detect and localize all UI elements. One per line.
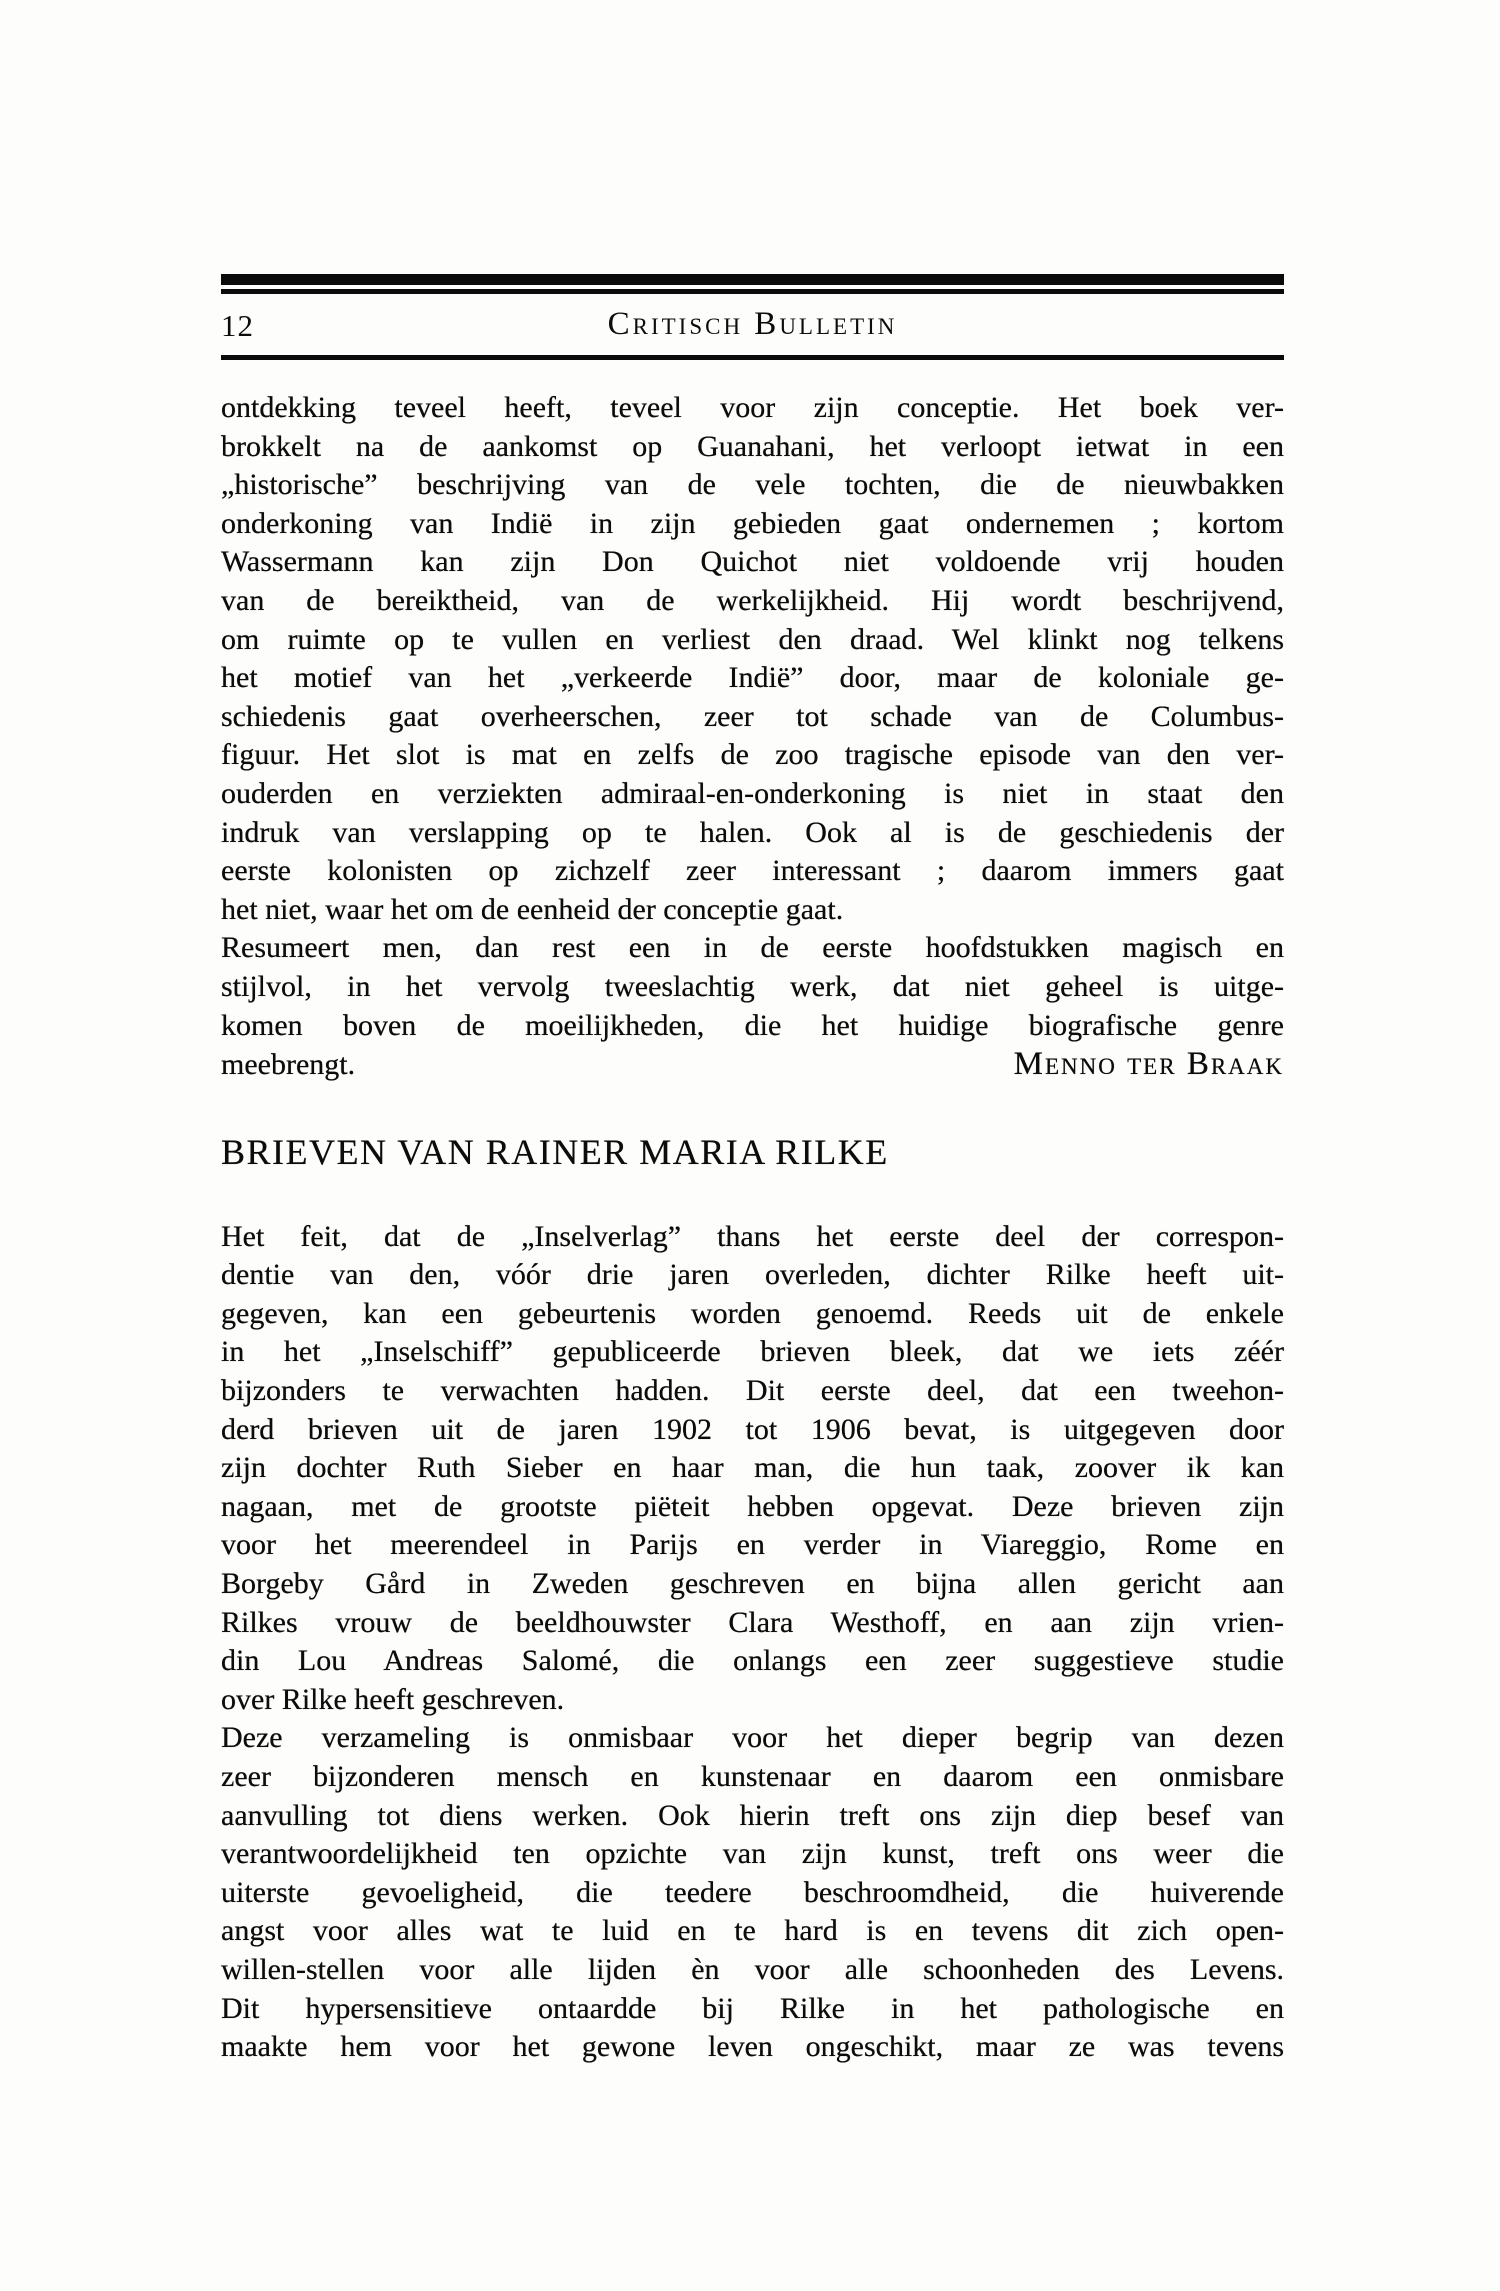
text-line: Resumeert men, dan rest een in de eerste hoofdstukken magisch en	[221, 931, 1284, 965]
text-line: Borgeby Gård in Zweden geschreven en bijna allen gericht aan	[221, 1567, 1284, 1601]
text-line: nagaan, met de grootste piëteit hebben opgevat. Deze brieven zijn	[221, 1489, 1284, 1523]
running-head	[221, 306, 1284, 348]
text-line: figuur. Het slot is mat en zelfs de zoo tragische episode van den ver-	[221, 738, 1284, 772]
text-line: zeer bijzonderen mensch en kunstenaar en daarom een onmisbare	[221, 1760, 1284, 1793]
text-line: zijn dochter Ruth Sieber en haar man, die hun taak, zoover ik kan	[221, 1451, 1284, 1485]
closing-text: meebrengt.	[221, 1048, 356, 1082]
text-line: Het feit, dat de „Inselverlag” thans het eerste deel der correspon-	[221, 1219, 1284, 1253]
text-column	[221, 0, 1284, 2067]
text-line: angst voor alles wat te luid en te hard is en tevens dit zich open-	[221, 1914, 1284, 1948]
text-line: din Lou Andreas Salomé, die onlangs een zeer suggestieve studie	[221, 1644, 1284, 1678]
review-wassermann-text	[221, 389, 1284, 1085]
text-line: schiedenis gaat overheerschen, zeer tot schade van de Columbus-	[221, 699, 1284, 733]
text-line: ontdekking teveel heeft, teveel voor zijn conceptie. Het boek ver-	[221, 391, 1284, 424]
text-line: gegeven, kan een gebeurtenis worden genoemd. Reeds uit de enkele	[221, 1296, 1284, 1330]
page-number: 12	[221, 308, 254, 343]
text-line: Dit hypersensitieve ontaardde bij Rilke in het pathologische en	[221, 1991, 1284, 2025]
text-line: Wassermann kan zijn Don Quichot niet voldoende vrij houden	[221, 545, 1284, 579]
text-line: komen boven de moeilijkheden, die het huidige biografische genre	[221, 1008, 1284, 1042]
text-line: verantwoordelijkheid ten opzichte van zijn kunst, treft ons weer die	[221, 1837, 1284, 1871]
text-line: indruk van verslapping op te halen. Ook al is de geschiedenis der	[221, 815, 1284, 849]
text-line: om ruimte op te vullen en verliest den draad. Wel klinkt nog telkens	[221, 622, 1284, 656]
text-line: bijzonders te verwachten hadden. Dit eerste deel, dat een tweehon-	[221, 1374, 1284, 1408]
review-closing-row	[221, 1045, 1284, 1085]
text-line: het motief van het „verkeerde Indië” door, maar de koloniale ge-	[221, 661, 1284, 695]
review-rilke-text	[221, 1218, 1284, 2067]
text-line: dentie van den, vóór drie jaren overleden, dichter Rilke heeft uit-	[221, 1258, 1284, 1292]
text-line: Rilkes vrouw de beeldhouwster Clara Westhoff, en aan zijn vrien-	[221, 1605, 1284, 1639]
text-line: in het „Inselschiff” gepubliceerde brieven bleek, dat we iets zéér	[221, 1335, 1284, 1369]
text-line: brokkelt na de aankomst op Guanahani, het verloopt ietwat in een	[221, 429, 1284, 463]
text-line: voor het meerendeel in Parijs en verder in Viareggio, Rome en	[221, 1528, 1284, 1562]
author-signature: Menno ter Braak	[1013, 1046, 1284, 1083]
section-heading: BRIEVEN VAN RAINER MARIA RILKE	[221, 1131, 889, 1172]
text-line: Deze verzameling is onmisbaar voor het dieper begrip van dezen	[221, 1721, 1284, 1755]
text-line: aanvulling tot diens werken. Ook hierin treft ons zijn diep besef van	[221, 1798, 1284, 1832]
text-line: „historische” beschrijving van de vele tochten, die de nieuwbakken	[221, 468, 1284, 502]
text-line: maakte hem voor het gewone leven ongeschikt, maar ze was tevens	[221, 2030, 1284, 2064]
text-line: onderkoning van Indië in zijn gebieden gaat ondernemen ; kortom	[221, 506, 1284, 540]
text-line: uiterste gevoeligheid, die teedere beschroomdheid, die huiverende	[221, 1875, 1284, 1909]
journal-title: Critisch Bulletin	[607, 306, 898, 342]
text-line: het niet, waar het om de eenheid der conceptie gaat.	[221, 892, 844, 926]
text-line: eerste kolonisten op zichzelf zeer interessant ; daarom immers gaat	[221, 854, 1284, 888]
text-line: over Rilke heeft geschreven.	[221, 1682, 565, 1716]
text-line: stijlvol, in het vervolg tweeslachtig werk, dat niet geheel is uitge-	[221, 969, 1284, 1003]
top-double-rule	[221, 274, 1284, 294]
text-line: derd brieven uit de jaren 1902 tot 1906 bevat, is uitgegeven door	[221, 1412, 1284, 1446]
text-line: van de bereiktheid, van de werkelijkheid. Hij wordt beschrijvend,	[221, 583, 1284, 617]
text-line: ouderden en verziekten admiraal-en-onderkoning is niet in staat den	[221, 776, 1284, 810]
text-line: willen-stellen voor alle lijden èn voor alle schoonheden des Levens.	[221, 1952, 1284, 1986]
header-rule	[221, 355, 1284, 360]
